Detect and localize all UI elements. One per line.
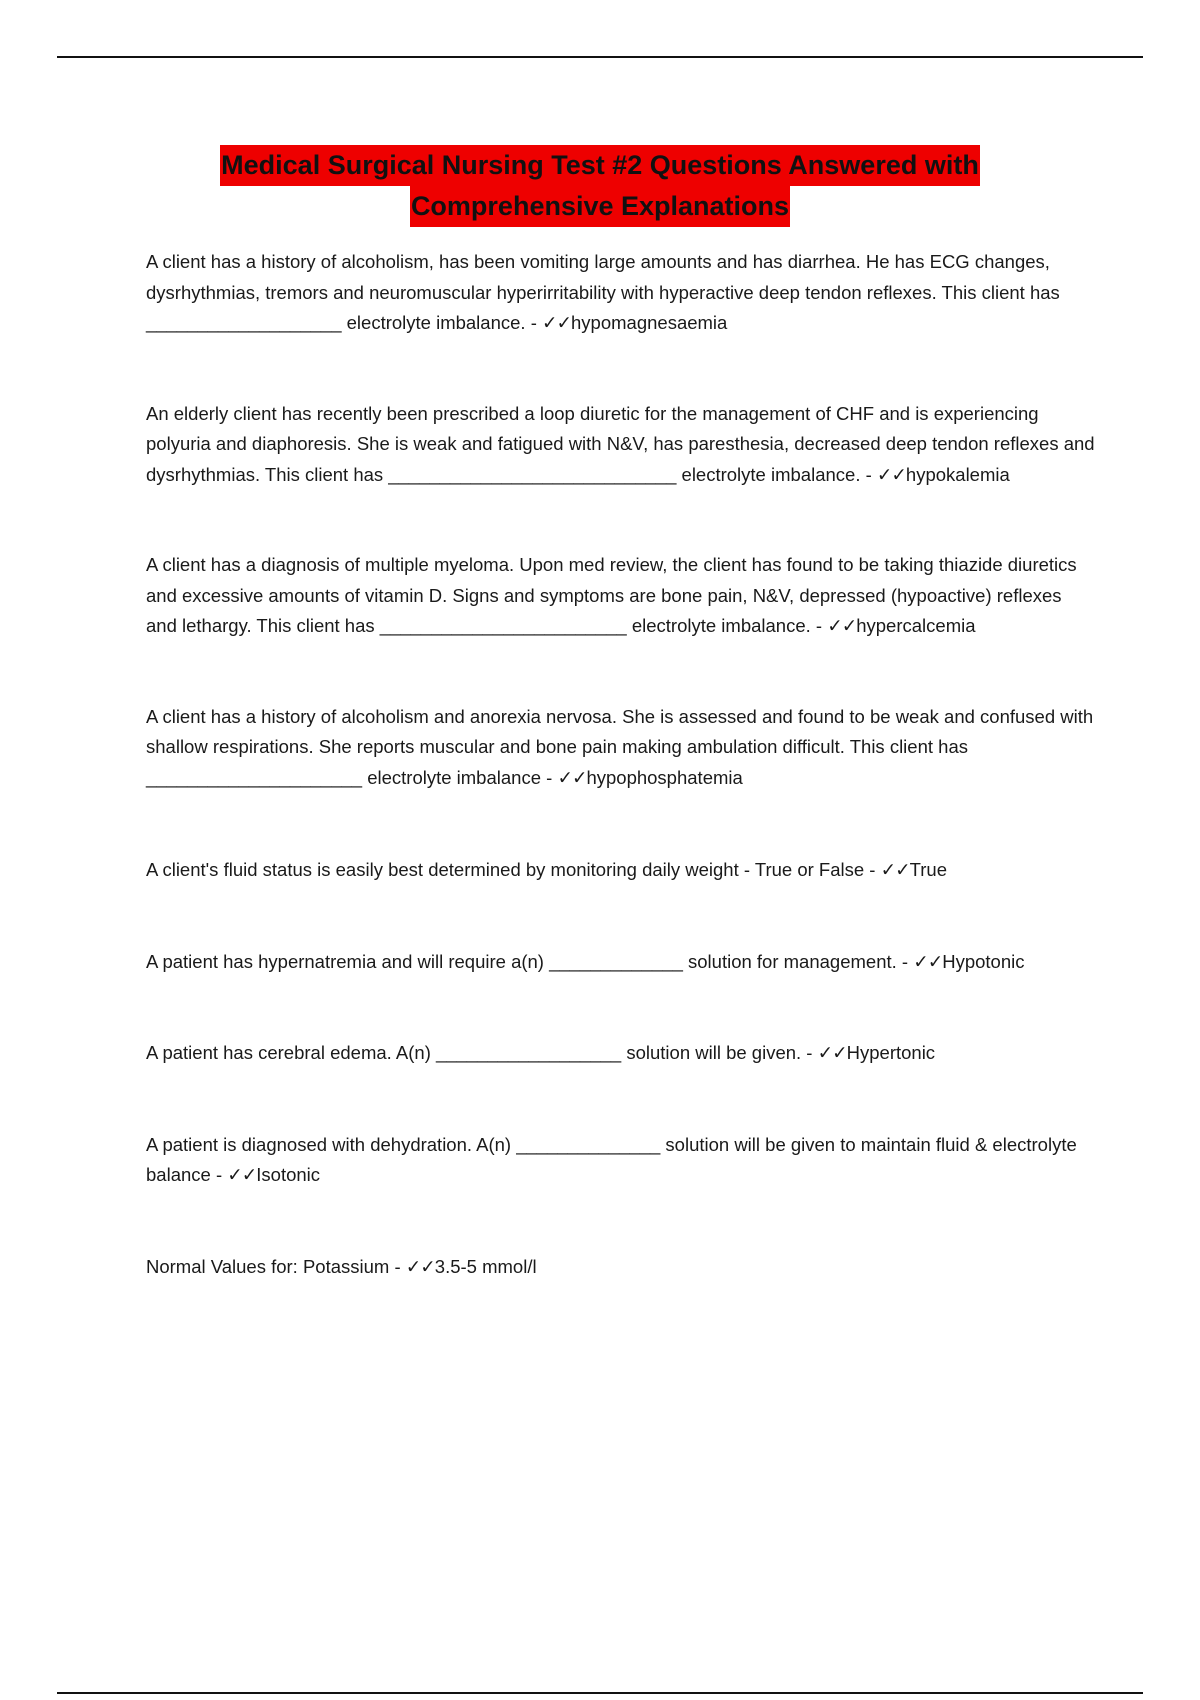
qa-item xyxy=(146,247,1096,339)
answer-text: hypokalemia xyxy=(905,463,1010,485)
document-title xyxy=(0,145,1200,227)
answer-text: Hypertonic xyxy=(846,1042,936,1063)
qa-list xyxy=(146,247,1096,1282)
question-text: A client has a diagnosis of multiple myeloma. Upon med review, the client has found to be taking thiazide diuretics and excessive amounts of vitamin D. Signs and symptoms are bone pain, N&V, depressed (hypoactive) reflexes and lethargy. This client has ________________________ electrolyte imbalance. - xyxy=(146,554,1077,636)
check-marks-icon: ✓✓ xyxy=(880,859,910,880)
answer-text: Hypotonic xyxy=(942,950,1025,972)
qa-item xyxy=(146,1252,1096,1283)
qa-item xyxy=(146,1130,1096,1191)
question-text: An elderly client has recently been prescribed a loop diuretic for the management of CHF and is experiencing polyuria and diaphoresis. She is weak and fatigued with N&V, has paresthesia, decreased deep tendon reflexes and dysrhythmias. This client has ____________________________ electrolyte imbalance. - xyxy=(146,402,1095,485)
check-marks-icon: ✓✓ xyxy=(913,950,943,972)
check-marks-icon: ✓✓ xyxy=(542,312,572,333)
header-rule xyxy=(57,56,1143,58)
answer-text: hypomagnesaemia xyxy=(571,312,728,333)
answer-text: hypophosphatemia xyxy=(586,766,743,788)
title-line-2: Comprehensive Explanations xyxy=(410,186,790,227)
qa-item xyxy=(146,702,1096,794)
title-line-1: Medical Surgical Nursing Test #2 Questions Answered with xyxy=(220,145,980,186)
question-text: A patient has cerebral edema. A(n) __________________ solution will be given. - xyxy=(146,1042,818,1063)
question-text: A patient has hypernatremia and will require a(n) _____________ solution for management. - xyxy=(146,950,914,972)
question-text: A patient is diagnosed with dehydration. A(n) ______________ solution will be given to maintain fluid & electrolyte balance - xyxy=(146,1133,1077,1185)
check-marks-icon: ✓✓ xyxy=(227,1164,257,1185)
qa-item xyxy=(146,855,1096,886)
qa-item xyxy=(146,947,1096,978)
answer-text: hypercalcemia xyxy=(856,615,976,636)
answer-text: Isotonic xyxy=(256,1164,321,1185)
question-text: A client's fluid status is easily best determined by monitoring daily weight - True or False - xyxy=(146,859,881,880)
footer-rule xyxy=(57,1692,1143,1694)
qa-item xyxy=(146,1038,1096,1069)
check-marks-icon: ✓✓ xyxy=(827,615,857,636)
qa-item xyxy=(146,399,1096,491)
answer-text: True xyxy=(909,859,947,880)
check-marks-icon: ✓✓ xyxy=(817,1042,847,1063)
qa-item xyxy=(146,550,1096,642)
question-text: A client has a history of alcoholism, has been vomiting large amounts and has diarrhea. He has ECG changes, dysrhythmias, tremors and neuromuscular hyperirritability with hyperactive deep tendon reflexes. This client has ___________________ electrolyte imbalance. - xyxy=(146,251,1060,333)
question-text: Normal Values for: Potassium - xyxy=(146,1255,406,1277)
check-marks-icon: ✓✓ xyxy=(405,1255,435,1277)
check-marks-icon: ✓✓ xyxy=(557,766,587,788)
answer-text: 3.5-5 mmol/l xyxy=(434,1255,537,1277)
check-marks-icon: ✓✓ xyxy=(876,463,906,485)
question-text: A client has a history of alcoholism and anorexia nervosa. She is assessed and found to be weak and confused with shallow respirations. She reports muscular and bone pain making ambulation difficult. This client has _____________________ electrolyte imbalance - xyxy=(146,705,1094,788)
